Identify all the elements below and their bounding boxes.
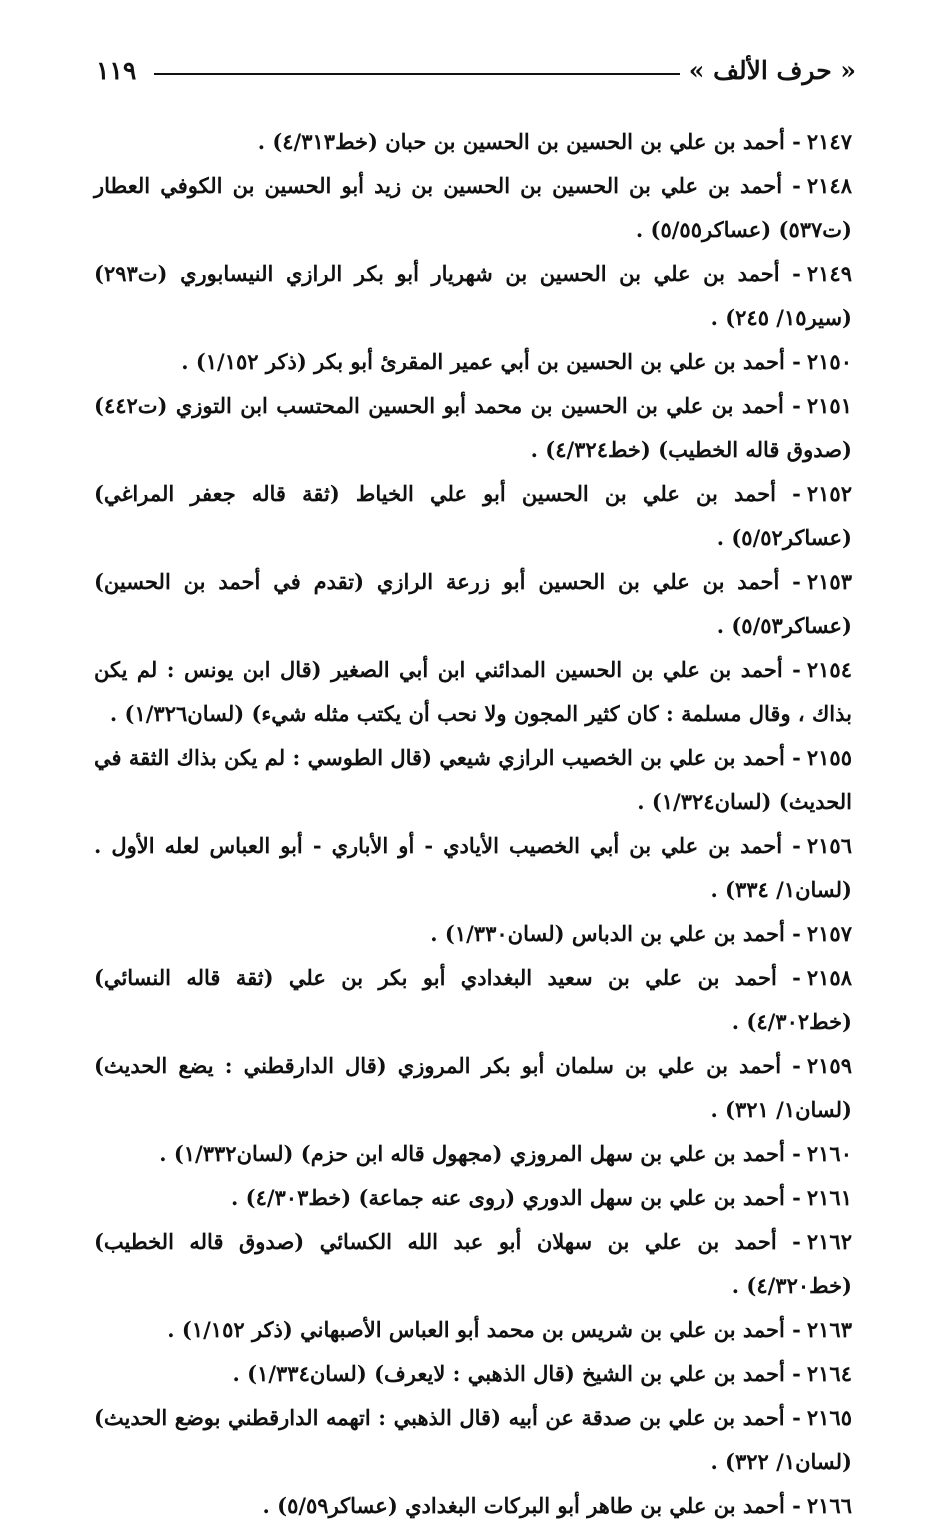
entry-text: - أحمد بن علي بن الشيخ (قال الذهبي : لايعرف) (لسان١/٣٣٤) .	[232, 1361, 801, 1386]
entry-number: ٢١٥٠	[806, 349, 852, 374]
entry-number: ٢١٥٢	[806, 481, 852, 506]
list-item	[94, 560, 852, 648]
entry-number: ٢١٥٤	[806, 657, 852, 682]
entry-text: - أحمد بن علي بن الحسين بن الحسين بن حبان (خط٤/٣١٣) .	[257, 129, 801, 154]
entry-number: ٢١٥٦	[806, 833, 852, 858]
entry-number: ٢١٦٢	[806, 1229, 852, 1254]
entry-number: ٢١٦١	[806, 1185, 852, 1210]
entry-number: ٢١٥١	[806, 393, 852, 418]
entry-text: - أحمد بن علي بن الحسين أبو زرعة الرازي (تقدم في أحمد بن الحسين) (عساكر٥/٥٣) .	[94, 569, 852, 638]
list-item	[94, 824, 852, 912]
entry-text: - أحمد بن علي بن الحسين بن الحسين بن زيد أبو الحسين بن الكوفي العطار (ت٥٣٧) (عساكر٥/٥٥) .	[94, 173, 852, 242]
list-item	[94, 1044, 852, 1132]
entry-text: - أحمد بن علي بن سهل المروزي (مجهول قاله ابن حزم) (لسان١/٣٣٢) .	[159, 1141, 801, 1166]
header-rule	[154, 73, 680, 75]
list-item	[94, 912, 852, 956]
entry-text: - أحمد بن علي بن الخصيب الرازي شيعي (قال الطوسي : لم يكن بذاك الثقة في الحديث) (لسان١/٣٢٤) .	[94, 745, 852, 814]
entry-text: - أحمد بن علي بن سعيد البغدادي أبو بكر بن علي (ثقة قاله النسائي) (خط٤/٣٠٢) .	[94, 965, 852, 1034]
entry-text: - أحمد بن علي بن شريس بن محمد أبو العباس الأصبهاني (ذكر ١/١٥٢) .	[167, 1317, 801, 1342]
list-item	[94, 1396, 852, 1484]
entry-text: - أحمد بن علي بن سهلان أبو عبد الله الكسائي (صدوق قاله الخطيب) (خط٤/٣٢٠) .	[94, 1229, 852, 1298]
entry-text: - أحمد بن علي بن سلمان أبو بكر المروزي (قال الدارقطني : يضع الحديث) (لسان١/ ٣٢١) .	[94, 1053, 852, 1122]
page-header	[96, 52, 856, 92]
list-item	[94, 340, 852, 384]
entry-number: ٢١٦٠	[806, 1141, 852, 1166]
entry-number: ٢١٦٥	[806, 1405, 852, 1430]
list-item	[94, 384, 852, 472]
entry-number: ٢١٥٧	[806, 921, 852, 946]
entry-text: - أحمد بن علي بن الحسين بن محمد أبو الحسين المحتسب ابن التوزي (ت٤٤٢) (صدوق قاله الخطيب) (خط٤/٣٢٤) .	[94, 393, 852, 462]
entry-text: - أحمد بن علي بن أبي الخصيب الأيادي - أو الأباري - أبو العباس لعله الأول . (لسان١/ ٣٣٤) .	[94, 833, 852, 902]
entry-text: - أحمد بن علي بن صدقة عن أبيه (قال الذهبي : اتهمه الدارقطني بوضع الحديث) (لسان١/ ٣٢٢) .	[94, 1405, 852, 1474]
entry-number: ٢١٥٣	[806, 569, 852, 594]
entry-number: ٢١٤٧	[806, 129, 852, 154]
entry-number: ٢١٦٤	[806, 1361, 852, 1386]
entry-number: ٢١٦٦	[806, 1493, 852, 1518]
entry-number: ٢١٥٥	[806, 745, 852, 770]
list-item	[94, 1132, 852, 1176]
list-item	[94, 120, 852, 164]
entry-text: - أحمد بن علي بن الدباس (لسان١/٣٣٠) .	[430, 921, 801, 946]
entry-text: - أحمد بن علي بن الحسين بن أبي عمير المقرئ أبو بكر (ذكر ١/١٥٢) .	[181, 349, 801, 374]
page-number: ١١٩	[96, 56, 137, 85]
entry-text: - أحمد بن علي بن الحسين المدائني ابن أبي الصغير (قال ابن يونس : لم يكن بذاك ، وقال مسلمة : كان كثير المجون ولا نحب أن يكتب مثله شيء) (لسان١/٣٢٦) .	[94, 657, 852, 726]
list-item	[94, 1308, 852, 1352]
entry-number: ٢١٥٩	[806, 1053, 852, 1078]
chapter-title: « حرف الألف »	[688, 56, 856, 85]
entry-text: - أحمد بن علي بن الحسين أبو علي الخياط (ثقة قاله جعفر المراغي) (عساكر٥/٥٢) .	[94, 481, 852, 550]
list-item	[94, 956, 852, 1044]
entry-text: - أحمد بن علي بن طاهر أبو البركات البغدادي (عساكر٥/٥٩) .	[262, 1493, 801, 1518]
list-item	[94, 648, 852, 736]
entry-number: ٢١٤٩	[806, 261, 852, 286]
entry-text: - أحمد بن علي بن الحسين بن شهريار أبو بكر الرازي النيسابوري (ت٢٩٣) (سير١٥/ ٢٤٥) .	[94, 261, 852, 330]
list-item	[94, 472, 852, 560]
list-item	[94, 736, 852, 824]
list-item	[94, 1176, 852, 1220]
list-item	[94, 1484, 852, 1528]
entry-list	[94, 120, 852, 1528]
entry-number: ٢١٥٨	[806, 965, 852, 990]
entry-number: ٢١٤٨	[806, 173, 852, 198]
entry-number: ٢١٦٣	[806, 1317, 852, 1342]
list-item	[94, 164, 852, 252]
list-item	[94, 1352, 852, 1396]
entry-text: - أحمد بن علي بن سهل الدوري (روى عنه جماعة) (خط٤/٣٠٣) .	[231, 1185, 801, 1210]
list-item	[94, 252, 852, 340]
list-item	[94, 1220, 852, 1308]
